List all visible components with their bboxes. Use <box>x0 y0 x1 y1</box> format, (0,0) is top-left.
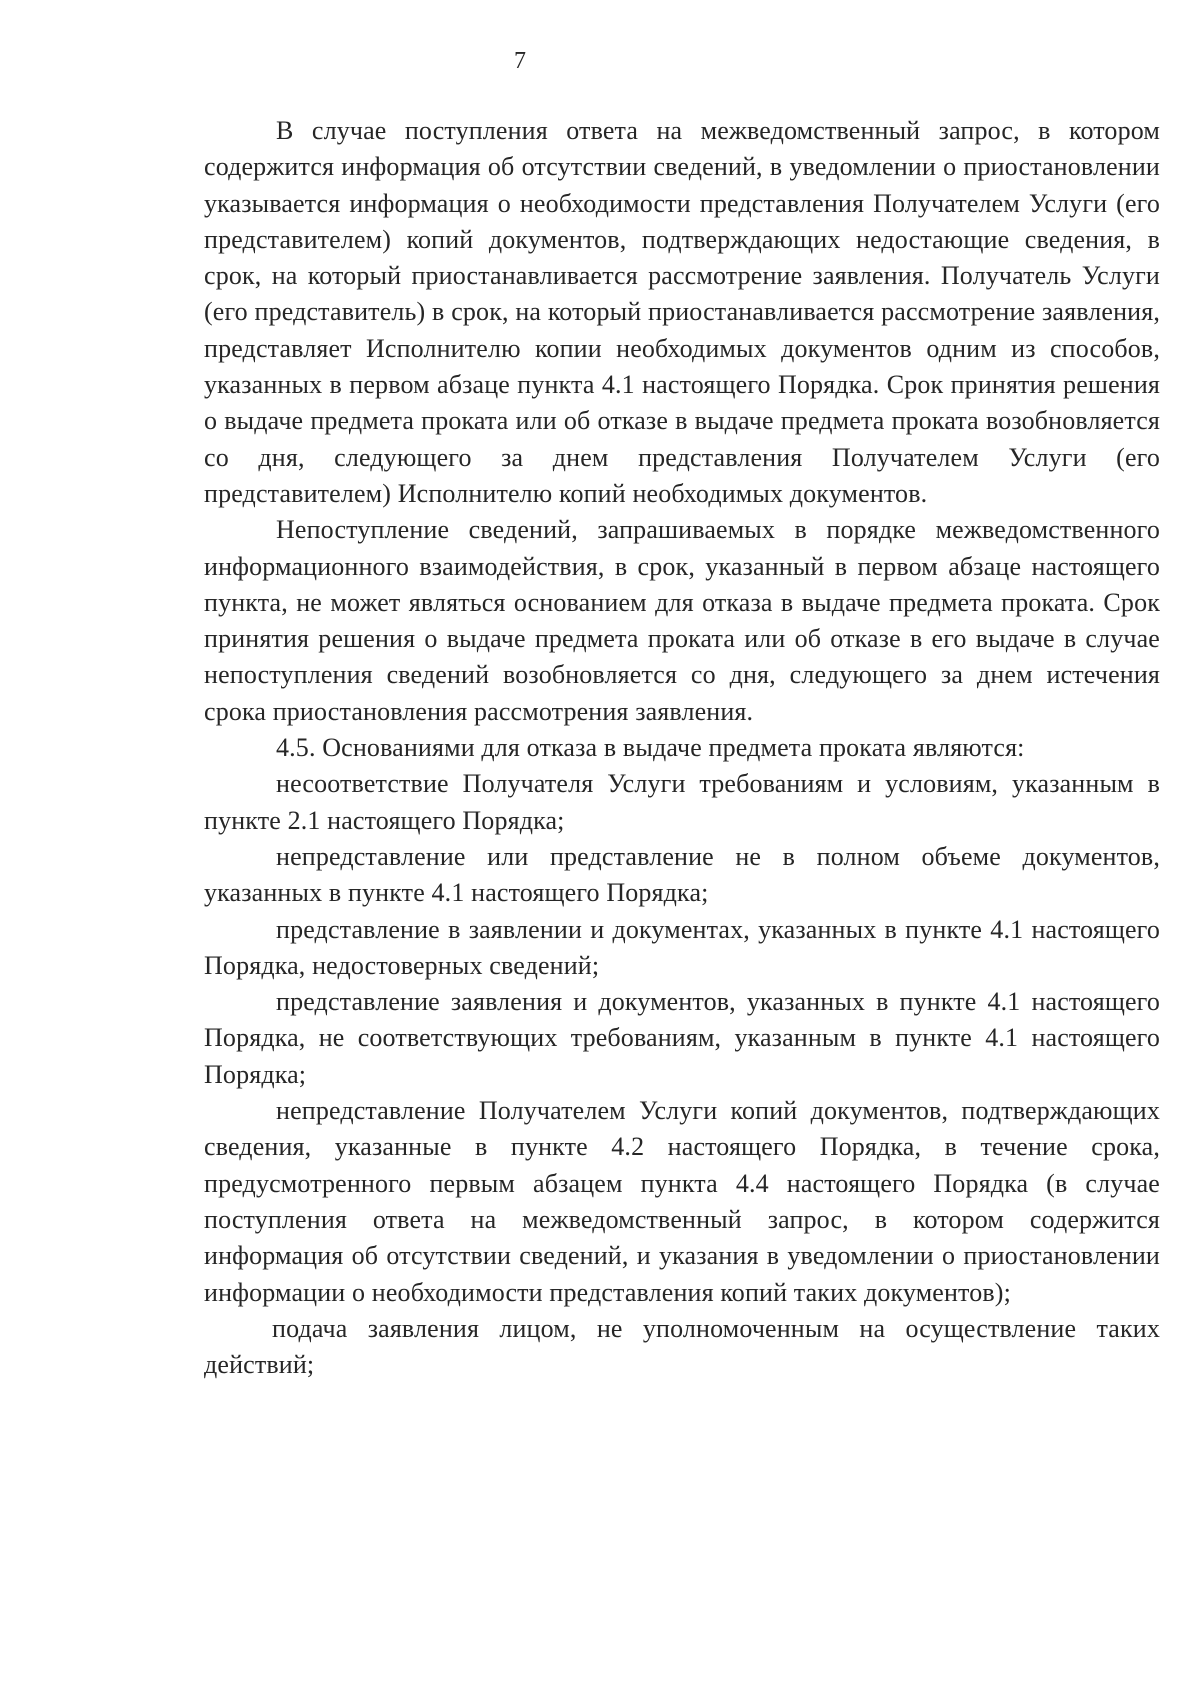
list-item-noncompliant-documents: представление заявления и документов, указанных в пункте 4.1 настоящего Порядка, не соответствующих требованиям, указанным в пункте 4.1 настоящего Порядка; <box>204 987 1160 1089</box>
paragraph-non-receipt-info: Непоступление сведений, запрашиваемых в порядке межведомственного информационного взаимодействия, в срок, указанный в первом абзаце настоящего пункта, не может являться основанием для отказа в выдаче предмета проката. Срок принятия решения о выдаче предмета проката или об отказе в его выдаче в случае непоступления сведений возобновляется со дня, следующего за днем истечения срока приостановления рассмотрения заявления. <box>204 515 1160 726</box>
list-item-false-information: представление в заявлении и документах, указанных в пункте 4.1 настоящего Порядка, недостоверных сведений; <box>204 914 1160 980</box>
list-item-missing-copies: непредставление Получателем Услуги копий документов, подтверждающих сведения, указанные в пункте 4.2 настоящего Порядка, в течение срока, предусмотренного первым абзацем пункта 4.4 настоящего Порядка (в случае поступления ответа на межведомственный запрос, в котором содержится информация об отсутствии сведений, и указания в уведомлении о приостановлении информации о необходимости представления копий таких документов); <box>204 1096 1160 1307</box>
paragraph-refusal-grounds-heading: 4.5. Основаниями для отказа в выдаче предмета проката являются: <box>276 733 1025 763</box>
list-item-unauthorized-applicant: подача заявления лицом, не уполномоченным на осуществление таких действий; <box>204 1313 1160 1380</box>
page-number: 7 <box>514 48 526 74</box>
paragraph-suspension-response: В случае поступления ответа на межведомственный запрос, в котором содержится информация об отсутствии сведений, в уведомлении о приостановлении указывается информация о необходимости представления Получателем Услуги (его представителем) копий документов, подтверждающих недостающие сведения, в срок, на который приостанавливается рассмотрение заявления. Получатель Услуги (его представитель) в срок, на который приостанавливается рассмотрение заявления, представляет Исполнителю копии необходимых документов одним из способов, указанных в первом абзаце пункта 4.1 настоящего Порядка. Срок принятия решения о выдаче предмета проката или об отказе в выдаче предмета проката возобновляется со дня, следующего за днем представления Получателем Услуги (его представителем) Исполнителю копий необходимых документов. <box>204 116 1160 508</box>
list-item-noncompliance: несоответствие Получателя Услуги требованиям и условиям, указанным в пункте 2.1 настоящего Порядка; <box>204 769 1160 835</box>
document-body <box>204 113 1160 1383</box>
list-item-incomplete-documents: непредставление или представление не в полном объеме документов, указанных в пункте 4.1 настоящего Порядка; <box>204 841 1160 908</box>
